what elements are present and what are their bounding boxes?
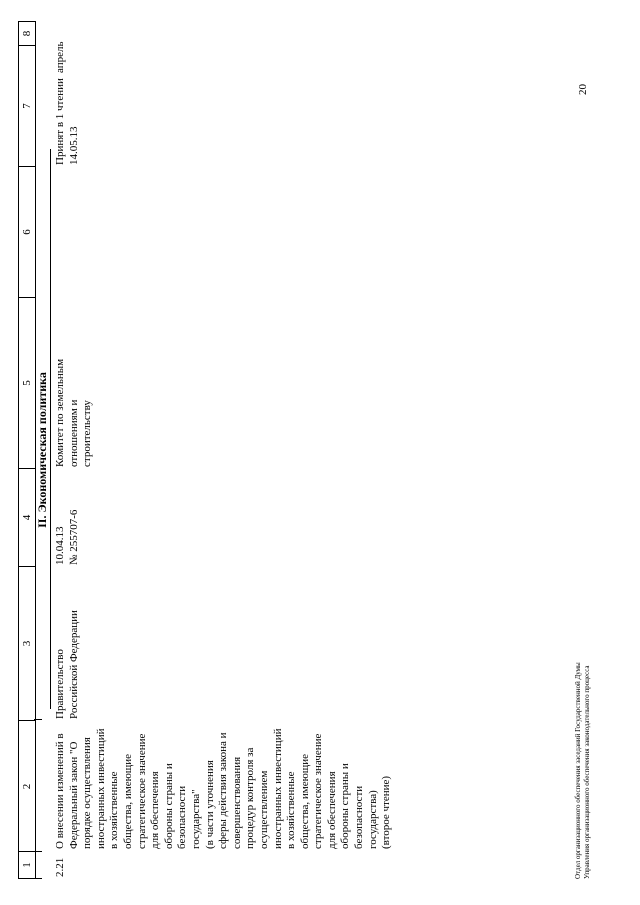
column-header-6: 6 — [19, 166, 35, 297]
footer — [574, 279, 592, 879]
footer-line-2: Управления организационного обеспечения законодательного процесса — [583, 665, 591, 879]
section-title: II. Экономическая политика — [35, 372, 49, 528]
responsible-committee: Комитет по земельным отношениям и строительству — [54, 358, 94, 467]
bill-title: О внесении изменений в Федеральный закон "О порядке осуществления иностранных инвестиций в хозяйственные общества, имеющие стратегическое значение для обеспечения обороны страны и безопасности государства" (в части уточнения сферы действия закона и совершенствования процедур контроля за осуществлением иностранных инвестиций в хозяйственные общества, имеющие стратегическое значение для обеспечения обороны страны и безопасности государства) (второе чтение) — [54, 728, 393, 849]
bill-date: 10.04.13 — [54, 526, 66, 565]
section-divider — [50, 149, 51, 709]
column-header-1: 1 — [19, 851, 35, 879]
column-header-3: 3 — [19, 566, 35, 720]
bill-status: Принят в 1 чтении 14.05.13 — [54, 78, 80, 165]
column-header-7: 7 — [19, 45, 35, 166]
planned-month: апрель — [54, 41, 66, 73]
bill-number: № 255707-6 — [67, 509, 80, 565]
column-header-2: 2 — [19, 720, 35, 852]
row-number: 2.21 — [54, 857, 66, 877]
column-header-4: 4 — [19, 468, 35, 566]
column-header-5: 5 — [19, 297, 35, 468]
page-number: 20 — [577, 84, 589, 95]
legislation-table — [18, 21, 538, 879]
rotated-content — [0, 15, 600, 885]
footer-line-1: Отдел организационного обеспечения заседаний Государственной Думы — [574, 662, 582, 879]
table-header-row — [18, 21, 36, 879]
column-header-8: 8 — [19, 21, 35, 45]
bill-initiator: Правительство Российской Федерации — [54, 610, 80, 719]
